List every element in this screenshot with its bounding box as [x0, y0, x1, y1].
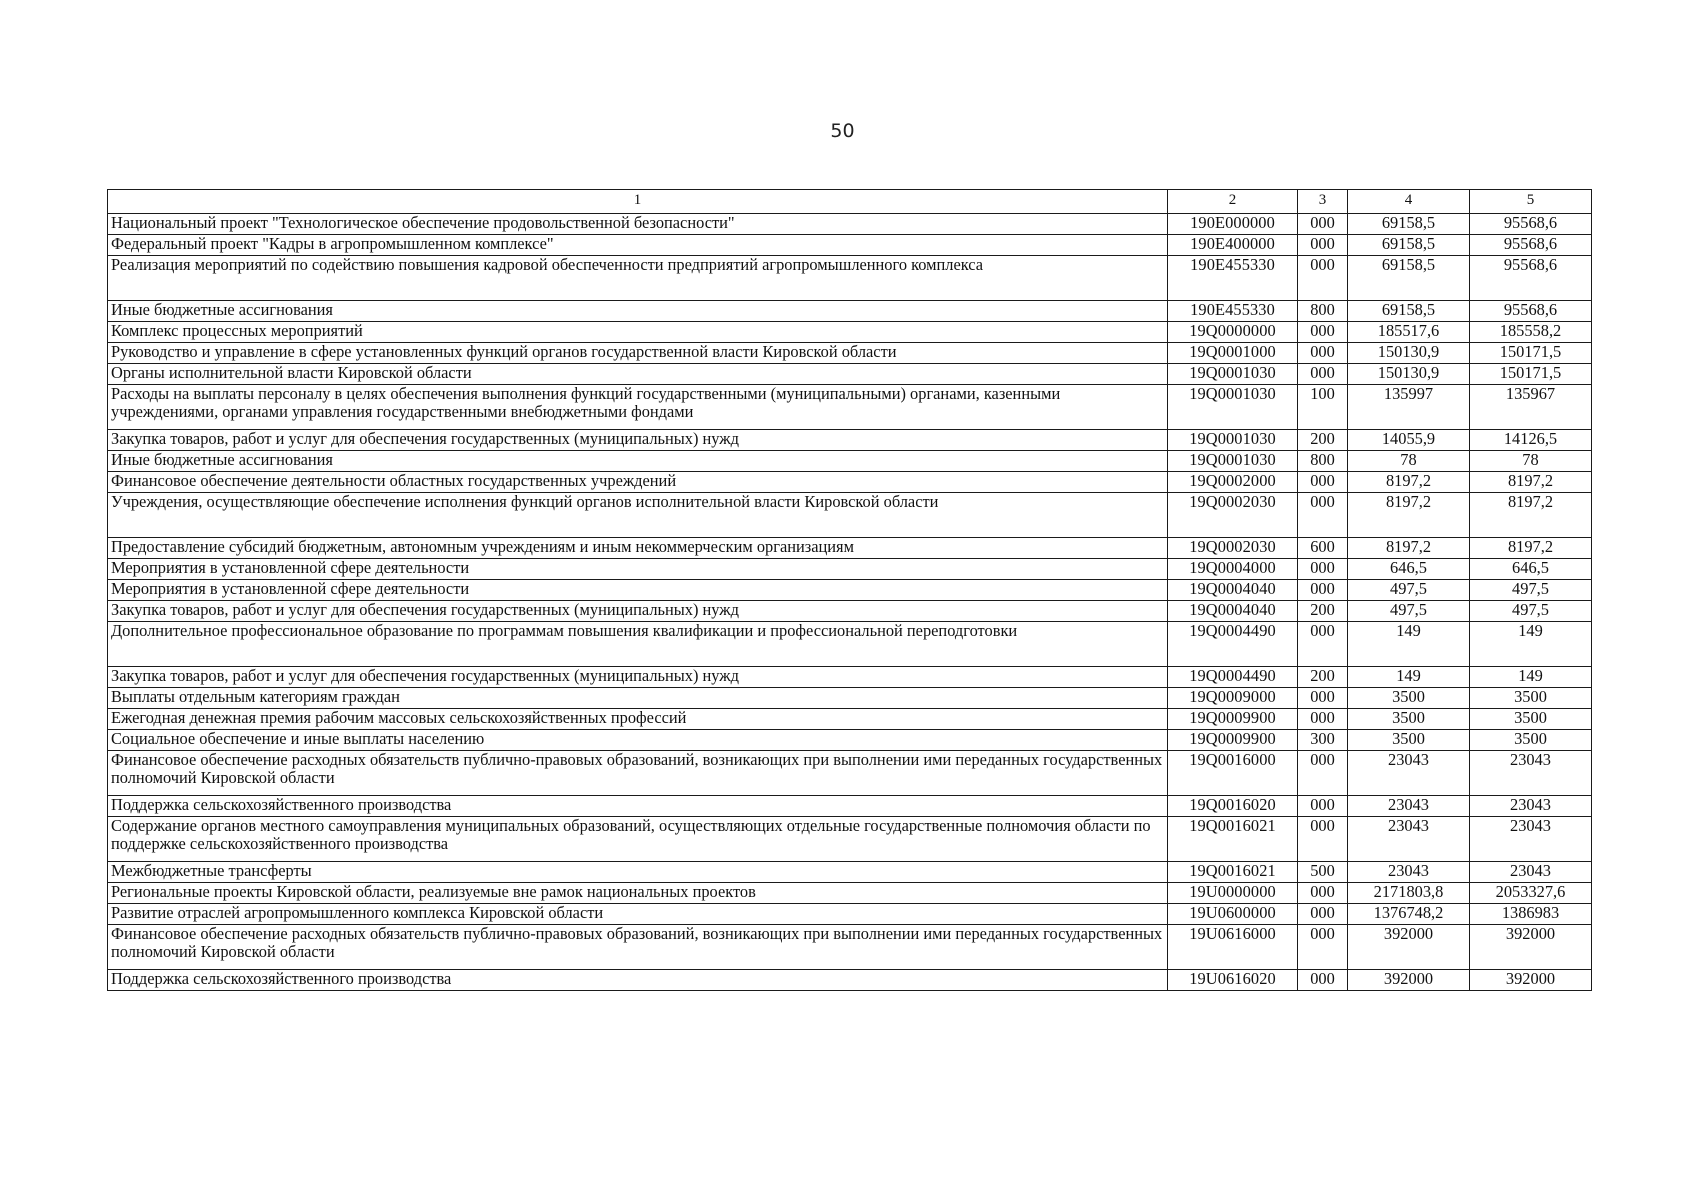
row-expense-type: 000: [1298, 256, 1348, 301]
row-name: Иные бюджетные ассигнования: [108, 301, 1168, 322]
row-code: 19Q0009000: [1168, 688, 1298, 709]
row-expense-type: 000: [1298, 904, 1348, 925]
row-value-year1: 1376748,2: [1348, 904, 1470, 925]
row-code: 19Q0016000: [1168, 751, 1298, 796]
row-value-year2: 95568,6: [1470, 301, 1592, 322]
row-name: Предоставление субсидий бюджетным, автономным учреждениям и иным некоммерческим организациям: [108, 538, 1168, 559]
table-row: [108, 385, 1592, 430]
row-value-year1: 23043: [1348, 817, 1470, 862]
row-name: Мероприятия в установленной сфере деятельности: [108, 580, 1168, 601]
row-value-year2: 23043: [1470, 817, 1592, 862]
row-code: 19Q0004040: [1168, 580, 1298, 601]
row-name: Поддержка сельскохозяйственного производства: [108, 970, 1168, 991]
row-expense-type: 000: [1298, 709, 1348, 730]
row-name: Учреждения, осуществляющие обеспечение исполнения функций органов исполнительной власти Кировской области: [108, 493, 1168, 538]
row-name: Финансовое обеспечение расходных обязательств публично-правовых образований, возникающих при выполнении ими переданных государственных полномочий Кировской области: [108, 751, 1168, 796]
table-row: [108, 904, 1592, 925]
row-value-year2: 149: [1470, 622, 1592, 667]
row-expense-type: 200: [1298, 667, 1348, 688]
row-value-year1: 69158,5: [1348, 256, 1470, 301]
row-name: Закупка товаров, работ и услуг для обеспечения государственных (муниципальных) нужд: [108, 430, 1168, 451]
table-row: [108, 817, 1592, 862]
row-value-year2: 78: [1470, 451, 1592, 472]
table-row: [108, 580, 1592, 601]
table-row: [108, 256, 1592, 301]
row-value-year1: 69158,5: [1348, 301, 1470, 322]
row-value-year2: 8197,2: [1470, 472, 1592, 493]
table-row: [108, 862, 1592, 883]
row-value-year2: 14126,5: [1470, 430, 1592, 451]
row-value-year2: 149: [1470, 667, 1592, 688]
header-col-2: 2: [1168, 190, 1298, 214]
row-value-year1: 69158,5: [1348, 214, 1470, 235]
header-col-5: 5: [1470, 190, 1592, 214]
row-code: 19Q0016020: [1168, 796, 1298, 817]
row-name: Региональные проекты Кировской области, реализуемые вне рамок национальных проектов: [108, 883, 1168, 904]
table-row: [108, 538, 1592, 559]
row-value-year1: 8197,2: [1348, 472, 1470, 493]
table-row: [108, 667, 1592, 688]
row-expense-type: 100: [1298, 385, 1348, 430]
row-value-year1: 69158,5: [1348, 235, 1470, 256]
row-code: 19Q0001030: [1168, 364, 1298, 385]
row-expense-type: 000: [1298, 322, 1348, 343]
row-expense-type: 000: [1298, 622, 1348, 667]
row-value-year2: 23043: [1470, 751, 1592, 796]
row-name: Комплекс процессных мероприятий: [108, 322, 1168, 343]
row-name: Финансовое обеспечение расходных обязательств публично-правовых образований, возникающих при выполнении ими переданных государственных полномочий Кировской области: [108, 925, 1168, 970]
row-code: 19Q0002000: [1168, 472, 1298, 493]
row-code: 19Q0002030: [1168, 538, 1298, 559]
row-expense-type: 000: [1298, 751, 1348, 796]
row-expense-type: 800: [1298, 301, 1348, 322]
row-name: Социальное обеспечение и иные выплаты населению: [108, 730, 1168, 751]
row-expense-type: 200: [1298, 430, 1348, 451]
row-value-year1: 3500: [1348, 730, 1470, 751]
row-value-year2: 3500: [1470, 688, 1592, 709]
row-name: Выплаты отдельным категориям граждан: [108, 688, 1168, 709]
row-value-year1: 392000: [1348, 925, 1470, 970]
row-name: Закупка товаров, работ и услуг для обеспечения государственных (муниципальных) нужд: [108, 601, 1168, 622]
row-value-year2: 95568,6: [1470, 235, 1592, 256]
row-expense-type: 000: [1298, 925, 1348, 970]
table-row: [108, 301, 1592, 322]
row-expense-type: 000: [1298, 883, 1348, 904]
row-value-year1: 3500: [1348, 688, 1470, 709]
row-name: Национальный проект "Технологическое обеспечение продовольственной безопасности": [108, 214, 1168, 235]
row-value-year1: 149: [1348, 667, 1470, 688]
table-row: [108, 622, 1592, 667]
row-name: Финансовое обеспечение деятельности областных государственных учреждений: [108, 472, 1168, 493]
row-code: 19U0000000: [1168, 883, 1298, 904]
row-value-year2: 95568,6: [1470, 214, 1592, 235]
row-code: 19Q0001030: [1168, 451, 1298, 472]
row-code: 19Q0001000: [1168, 343, 1298, 364]
table-row: [108, 451, 1592, 472]
row-code: 190E455330: [1168, 256, 1298, 301]
row-code: 19Q0016021: [1168, 862, 1298, 883]
row-expense-type: 000: [1298, 235, 1348, 256]
row-value-year1: 23043: [1348, 862, 1470, 883]
row-expense-type: 000: [1298, 688, 1348, 709]
row-expense-type: 800: [1298, 451, 1348, 472]
row-value-year1: 135997: [1348, 385, 1470, 430]
table-body: [108, 214, 1592, 991]
row-value-year2: 1386983: [1470, 904, 1592, 925]
table-row: [108, 751, 1592, 796]
row-value-year1: 185517,6: [1348, 322, 1470, 343]
table-row: [108, 796, 1592, 817]
row-code: 19Q0004000: [1168, 559, 1298, 580]
row-code: 19Q0001030: [1168, 385, 1298, 430]
row-name: Дополнительное профессиональное образование по программам повышения квалификации и профессиональной переподготовки: [108, 622, 1168, 667]
row-code: 19Q0004490: [1168, 622, 1298, 667]
row-code: 19U0600000: [1168, 904, 1298, 925]
table-row: [108, 343, 1592, 364]
row-name: Развитие отраслей агропромышленного комплекса Кировской области: [108, 904, 1168, 925]
row-value-year2: 150171,5: [1470, 343, 1592, 364]
header-col-4: 4: [1348, 190, 1470, 214]
row-code: 19Q0009900: [1168, 709, 1298, 730]
row-name: Ежегодная денежная премия рабочим массовых сельскохозяйственных профессий: [108, 709, 1168, 730]
row-name: Органы исполнительной власти Кировской области: [108, 364, 1168, 385]
table-row: [108, 883, 1592, 904]
row-value-year2: 150171,5: [1470, 364, 1592, 385]
row-value-year1: 149: [1348, 622, 1470, 667]
row-value-year1: 497,5: [1348, 580, 1470, 601]
row-value-year2: 185558,2: [1470, 322, 1592, 343]
row-value-year1: 78: [1348, 451, 1470, 472]
row-expense-type: 600: [1298, 538, 1348, 559]
row-expense-type: 000: [1298, 472, 1348, 493]
row-expense-type: 500: [1298, 862, 1348, 883]
row-value-year1: 392000: [1348, 970, 1470, 991]
header-row: [108, 190, 1592, 214]
row-code: 19Q0002030: [1168, 493, 1298, 538]
table-row: [108, 472, 1592, 493]
row-code: 19Q0009900: [1168, 730, 1298, 751]
row-name: Поддержка сельскохозяйственного производства: [108, 796, 1168, 817]
row-code: 190E400000: [1168, 235, 1298, 256]
table-row: [108, 559, 1592, 580]
row-name: Реализация мероприятий по содействию повышения кадровой обеспеченности предприятий агропромышленного комплекса: [108, 256, 1168, 301]
row-name: Содержание органов местного самоуправления муниципальных образований, осуществляющих отдельные государственные полномочия области по поддержке сельскохозяйственного производства: [108, 817, 1168, 862]
row-expense-type: 000: [1298, 364, 1348, 385]
row-value-year1: 8197,2: [1348, 538, 1470, 559]
row-value-year2: 2053327,6: [1470, 883, 1592, 904]
row-name: Мероприятия в установленной сфере деятельности: [108, 559, 1168, 580]
row-name: Иные бюджетные ассигнования: [108, 451, 1168, 472]
table-row: [108, 322, 1592, 343]
row-name: Закупка товаров, работ и услуг для обеспечения государственных (муниципальных) нужд: [108, 667, 1168, 688]
row-name: Руководство и управление в сфере установленных функций органов государственной власти Кировской области: [108, 343, 1168, 364]
row-code: 19Q0001030: [1168, 430, 1298, 451]
row-name: Межбюджетные трансферты: [108, 862, 1168, 883]
table-row: [108, 925, 1592, 970]
row-expense-type: 000: [1298, 559, 1348, 580]
row-value-year2: 392000: [1470, 970, 1592, 991]
row-value-year1: 14055,9: [1348, 430, 1470, 451]
header-col-1: 1: [108, 190, 1168, 214]
row-value-year1: 150130,9: [1348, 343, 1470, 364]
header-col-3: 3: [1298, 190, 1348, 214]
table-row: [108, 364, 1592, 385]
row-name: Федеральный проект "Кадры в агропромышленном комплексе": [108, 235, 1168, 256]
row-expense-type: 000: [1298, 817, 1348, 862]
row-expense-type: 300: [1298, 730, 1348, 751]
table-row: [108, 601, 1592, 622]
table-row: [108, 970, 1592, 991]
row-code: 19Q0004490: [1168, 667, 1298, 688]
row-value-year2: 23043: [1470, 796, 1592, 817]
budget-table: [107, 189, 1592, 991]
row-value-year2: 3500: [1470, 709, 1592, 730]
table-row: [108, 493, 1592, 538]
row-value-year2: 646,5: [1470, 559, 1592, 580]
row-value-year2: 497,5: [1470, 580, 1592, 601]
row-value-year1: 23043: [1348, 796, 1470, 817]
row-code: 190E455330: [1168, 301, 1298, 322]
row-value-year2: 392000: [1470, 925, 1592, 970]
row-code: 19Q0016021: [1168, 817, 1298, 862]
row-expense-type: 200: [1298, 601, 1348, 622]
row-value-year2: 3500: [1470, 730, 1592, 751]
row-name: Расходы на выплаты персоналу в целях обеспечения выполнения функций государственными (муниципальными) органами, казенными учреждениями, органами управления государственными внебюджетными фондами: [108, 385, 1168, 430]
row-value-year1: 497,5: [1348, 601, 1470, 622]
row-value-year2: 23043: [1470, 862, 1592, 883]
row-value-year2: 8197,2: [1470, 538, 1592, 559]
row-expense-type: 000: [1298, 214, 1348, 235]
row-code: 19U0616020: [1168, 970, 1298, 991]
row-expense-type: 000: [1298, 796, 1348, 817]
row-value-year1: 646,5: [1348, 559, 1470, 580]
row-code: 19Q0004040: [1168, 601, 1298, 622]
row-value-year1: 150130,9: [1348, 364, 1470, 385]
table-row: [108, 709, 1592, 730]
row-value-year2: 8197,2: [1470, 493, 1592, 538]
row-expense-type: 000: [1298, 493, 1348, 538]
row-value-year2: 497,5: [1470, 601, 1592, 622]
row-expense-type: 000: [1298, 580, 1348, 601]
table-row: [108, 688, 1592, 709]
row-expense-type: 000: [1298, 970, 1348, 991]
table-row: [108, 730, 1592, 751]
row-value-year1: 3500: [1348, 709, 1470, 730]
page-number: 50: [830, 120, 855, 142]
row-code: 19Q0000000: [1168, 322, 1298, 343]
table-row: [108, 214, 1592, 235]
row-value-year1: 2171803,8: [1348, 883, 1470, 904]
row-code: 190E000000: [1168, 214, 1298, 235]
row-value-year2: 95568,6: [1470, 256, 1592, 301]
row-value-year2: 135967: [1470, 385, 1592, 430]
row-code: 19U0616000: [1168, 925, 1298, 970]
table-row: [108, 430, 1592, 451]
row-expense-type: 000: [1298, 343, 1348, 364]
row-value-year1: 8197,2: [1348, 493, 1470, 538]
table-row: [108, 235, 1592, 256]
row-value-year1: 23043: [1348, 751, 1470, 796]
